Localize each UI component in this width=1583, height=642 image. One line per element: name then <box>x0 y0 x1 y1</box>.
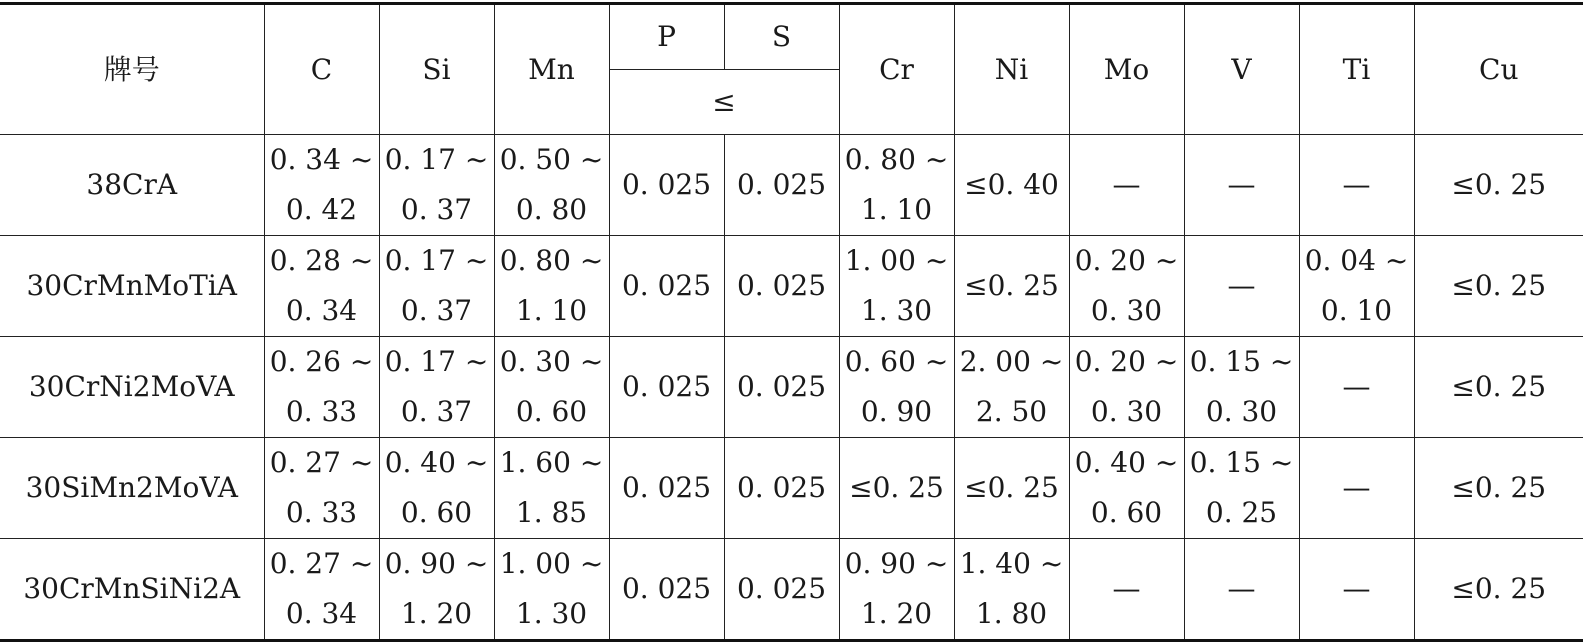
cell-ti <box>1299 438 1414 539</box>
table-row <box>0 438 1583 539</box>
header-v: V <box>1184 4 1299 135</box>
grade-cell: 30CrNi2MoVA <box>0 337 264 438</box>
cell-cr <box>839 135 954 236</box>
value-line-1: 0. 40 ~ <box>384 446 489 479</box>
value-line-2: 0. 90 <box>860 395 933 428</box>
cell-si <box>379 236 494 337</box>
cell-p: 0. 025 <box>609 135 724 236</box>
value-line-2: 1. 85 <box>515 496 588 529</box>
cell-cu: ≤0. 25 <box>1414 337 1583 438</box>
value-line-1: 0. 20 ~ <box>1074 345 1179 378</box>
value-line-2: 0. 60 <box>515 395 588 428</box>
value-line-2: 2. 50 <box>975 395 1048 428</box>
table-row <box>0 539 1583 641</box>
chemical-composition-table <box>0 2 1583 642</box>
cell-si <box>379 438 494 539</box>
value-line-1: 1. 40 ~ <box>959 547 1064 580</box>
value-line-2: 1. 10 <box>515 294 588 327</box>
value-line-1: 0. 27 ~ <box>269 547 374 580</box>
value-line-1: — <box>1342 471 1371 504</box>
value-line-1: 0. 28 ~ <box>269 244 374 277</box>
value-line-1: 0. 15 ~ <box>1189 345 1294 378</box>
header-ni: Ni <box>954 4 1069 135</box>
value-line-1: 0. 90 ~ <box>844 547 949 580</box>
value-line-1: 1. 00 ~ <box>499 547 604 580</box>
value-line-2: 0. 33 <box>285 496 358 529</box>
cell-p: 0. 025 <box>609 337 724 438</box>
value-line-1: 0. 80 ~ <box>499 244 604 277</box>
cell-v <box>1184 539 1299 641</box>
value-line-1: 0. 17 ~ <box>384 345 489 378</box>
cell-cr <box>839 337 954 438</box>
header-c: C <box>264 4 379 135</box>
value-line-1: 0. 60 ~ <box>844 345 949 378</box>
value-line-2: 0. 42 <box>285 193 358 226</box>
cell-ti <box>1299 337 1414 438</box>
header-row-1 <box>0 4 1583 70</box>
cell-cu: ≤0. 25 <box>1414 236 1583 337</box>
cell-ti <box>1299 539 1414 641</box>
table-body <box>0 135 1583 641</box>
header-cu: Cu <box>1414 4 1583 135</box>
value-line-1: ≤0. 25 <box>964 269 1059 302</box>
value-line-2: 0. 60 <box>400 496 473 529</box>
cell-cu: ≤0. 25 <box>1414 539 1583 641</box>
grade-cell: 38CrA <box>0 135 264 236</box>
cell-mn <box>494 539 609 641</box>
value-line-1: 0. 30 ~ <box>499 345 604 378</box>
value-line-2: 0. 37 <box>400 193 473 226</box>
value-line-1: 0. 50 ~ <box>499 143 604 176</box>
header-max-symbol: ≤ <box>609 70 839 135</box>
value-line-2: 0. 10 <box>1320 294 1393 327</box>
cell-c <box>264 236 379 337</box>
value-line-2: 0. 34 <box>285 597 358 630</box>
value-line-1: — <box>1342 572 1371 605</box>
value-line-1: — <box>1112 168 1141 201</box>
value-line-2: 1. 30 <box>860 294 933 327</box>
value-line-2: 0. 33 <box>285 395 358 428</box>
cell-ni <box>954 438 1069 539</box>
header-p: P <box>609 4 724 70</box>
header-si: Si <box>379 4 494 135</box>
header-ti: Ti <box>1299 4 1414 135</box>
header-mn: Mn <box>494 4 609 135</box>
value-line-2: 1. 20 <box>860 597 933 630</box>
value-line-1: 0. 04 ~ <box>1304 244 1409 277</box>
value-line-2: 0. 34 <box>285 294 358 327</box>
cell-s: 0. 025 <box>724 438 839 539</box>
cell-s: 0. 025 <box>724 236 839 337</box>
cell-v <box>1184 236 1299 337</box>
value-line-1: — <box>1112 572 1141 605</box>
cell-mn <box>494 337 609 438</box>
cell-mo <box>1069 337 1184 438</box>
value-line-1: ≤0. 40 <box>964 168 1059 201</box>
table-row <box>0 135 1583 236</box>
cell-ti <box>1299 236 1414 337</box>
value-line-2: 0. 60 <box>1090 496 1163 529</box>
value-line-1: 0. 17 ~ <box>384 143 489 176</box>
cell-c <box>264 135 379 236</box>
cell-si <box>379 337 494 438</box>
cell-mo <box>1069 236 1184 337</box>
value-line-1: — <box>1227 572 1256 605</box>
value-line-1: 1. 00 ~ <box>844 244 949 277</box>
table-row <box>0 236 1583 337</box>
cell-mn <box>494 135 609 236</box>
header-mo: Mo <box>1069 4 1184 135</box>
value-line-1: 2. 00 ~ <box>959 345 1064 378</box>
cell-ni <box>954 539 1069 641</box>
value-line-2: 0. 25 <box>1205 496 1278 529</box>
value-line-1: 0. 40 ~ <box>1074 446 1179 479</box>
cell-ni <box>954 236 1069 337</box>
cell-mn <box>494 236 609 337</box>
value-line-2: 1. 20 <box>400 597 473 630</box>
cell-v <box>1184 135 1299 236</box>
cell-s: 0. 025 <box>724 135 839 236</box>
value-line-1: 0. 15 ~ <box>1189 446 1294 479</box>
cell-mo <box>1069 135 1184 236</box>
header-cr: Cr <box>839 4 954 135</box>
grade-cell: 30SiMn2MoVA <box>0 438 264 539</box>
cell-v <box>1184 438 1299 539</box>
cell-si <box>379 539 494 641</box>
value-line-1: ≤0. 25 <box>964 471 1059 504</box>
value-line-1: 0. 17 ~ <box>384 244 489 277</box>
cell-ti <box>1299 135 1414 236</box>
value-line-2: 0. 30 <box>1090 294 1163 327</box>
grade-cell: 30CrMnSiNi2A <box>0 539 264 641</box>
value-line-1: ≤0. 25 <box>849 471 944 504</box>
cell-s: 0. 025 <box>724 337 839 438</box>
cell-mo <box>1069 438 1184 539</box>
cell-ni <box>954 337 1069 438</box>
value-line-1: — <box>1227 269 1256 302</box>
value-line-2: 0. 37 <box>400 294 473 327</box>
cell-c <box>264 539 379 641</box>
cell-cu: ≤0. 25 <box>1414 438 1583 539</box>
cell-p: 0. 025 <box>609 236 724 337</box>
value-line-1: 0. 90 ~ <box>384 547 489 580</box>
grade-cell: 30CrMnMoTiA <box>0 236 264 337</box>
value-line-1: — <box>1227 168 1256 201</box>
value-line-1: 0. 26 ~ <box>269 345 374 378</box>
value-line-1: 0. 34 ~ <box>269 143 374 176</box>
cell-c <box>264 337 379 438</box>
value-line-1: — <box>1342 168 1371 201</box>
cell-ni <box>954 135 1069 236</box>
cell-cu: ≤0. 25 <box>1414 135 1583 236</box>
value-line-1: 0. 80 ~ <box>844 143 949 176</box>
cell-cr <box>839 539 954 641</box>
header-grade: 牌号 <box>0 4 264 135</box>
cell-p: 0. 025 <box>609 438 724 539</box>
cell-cr <box>839 438 954 539</box>
cell-c <box>264 438 379 539</box>
table-row <box>0 337 1583 438</box>
cell-mo <box>1069 539 1184 641</box>
cell-cr <box>839 236 954 337</box>
value-line-1: 0. 20 ~ <box>1074 244 1179 277</box>
value-line-1: — <box>1342 370 1371 403</box>
header-s: S <box>724 4 839 70</box>
value-line-1: 0. 27 ~ <box>269 446 374 479</box>
cell-si <box>379 135 494 236</box>
value-line-2: 0. 30 <box>1090 395 1163 428</box>
cell-s: 0. 025 <box>724 539 839 641</box>
value-line-1: 1. 60 ~ <box>499 446 604 479</box>
value-line-2: 1. 80 <box>975 597 1048 630</box>
value-line-2: 1. 30 <box>515 597 588 630</box>
cell-p: 0. 025 <box>609 539 724 641</box>
value-line-2: 0. 37 <box>400 395 473 428</box>
value-line-2: 0. 80 <box>515 193 588 226</box>
cell-v <box>1184 337 1299 438</box>
value-line-2: 0. 30 <box>1205 395 1278 428</box>
value-line-2: 1. 10 <box>860 193 933 226</box>
cell-mn <box>494 438 609 539</box>
